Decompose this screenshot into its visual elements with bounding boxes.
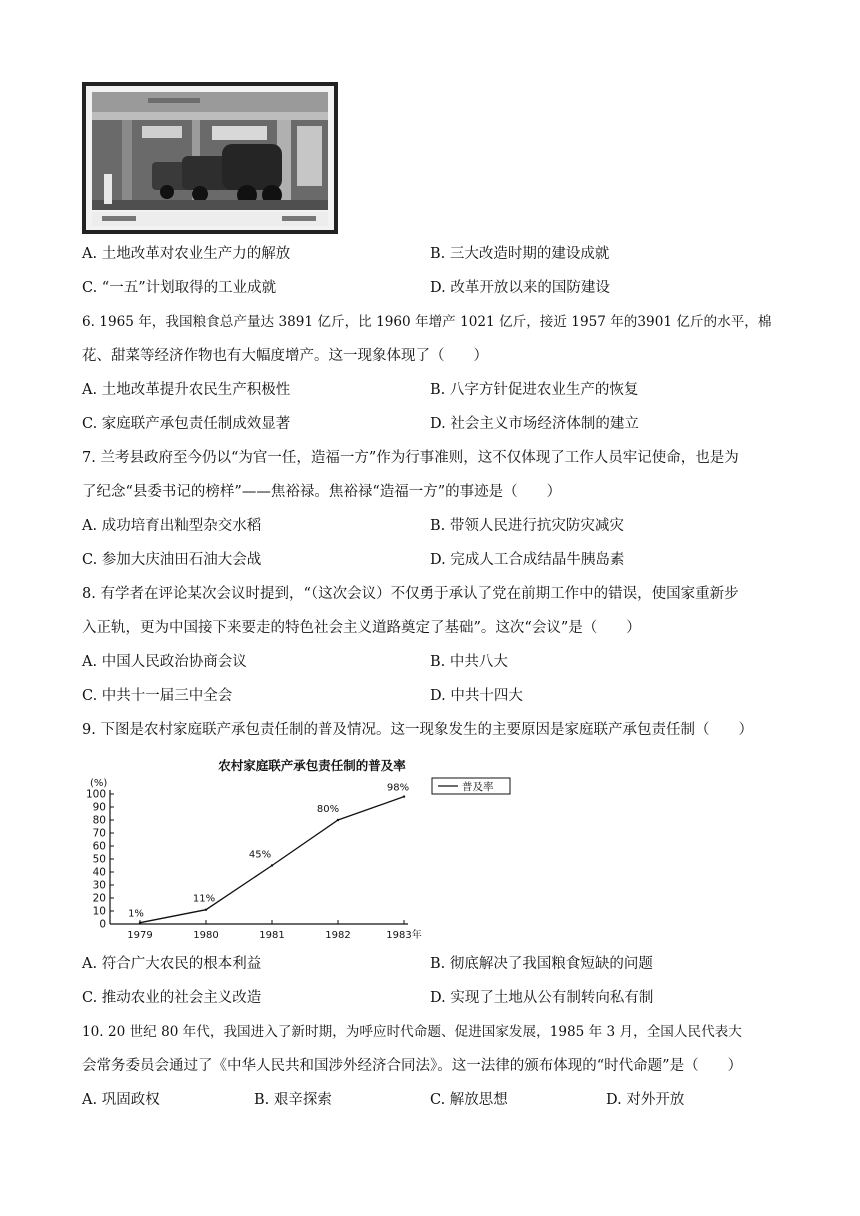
q5-option-c[interactable]	[82, 278, 276, 298]
q9-option-c[interactable]	[82, 988, 261, 1008]
q5-option-b[interactable]	[430, 244, 609, 264]
q6-stem-line1: 6. 1965 年，我国粮食总产量达 3891 亿斤，比 1960 年增产 1021 亿斤，接近 1957 年的3901 亿斤的水平，棉	[82, 314, 772, 330]
x-tick-label: 1979	[127, 930, 153, 941]
q7-option-d[interactable]	[430, 550, 624, 570]
q10-stem-line1: 10. 20 世纪 80 年代，我国进入了新时期，为呼应时代命题、促进国家发展，1985 年 3 月，全国人民代表大	[82, 1024, 742, 1040]
option-letter: C.	[430, 1092, 446, 1108]
option-text: 中共十一届三中全会	[101, 688, 233, 704]
option-letter: C.	[82, 280, 98, 296]
chart-plot	[128, 783, 409, 924]
q10-option-d[interactable]	[606, 1090, 684, 1110]
option-text: 三大改造时期的建设成就	[449, 246, 610, 262]
q8-option-c[interactable]	[82, 686, 232, 706]
option-letter: D.	[430, 688, 446, 704]
stamp-photo	[82, 82, 338, 234]
option-text: 实现了土地从公有制转向私有制	[450, 990, 654, 1006]
option-text: 家庭联产承包责任制成效显著	[101, 416, 291, 432]
q6-stem-line2: 花、甜菜等经济作物也有大幅度增产。这一现象体现了（ ）	[82, 348, 488, 364]
q9-option-b[interactable]	[430, 954, 653, 974]
option-letter: C.	[82, 552, 98, 568]
series-line-adoption	[140, 797, 404, 923]
q6-option-c[interactable]	[82, 414, 290, 434]
data-point	[205, 909, 207, 911]
option-letter: B.	[430, 382, 446, 398]
option-letter: D.	[430, 416, 446, 432]
option-text: 中共十四大	[450, 688, 523, 704]
option-letter: B.	[254, 1092, 270, 1108]
x-tick-label: 1982	[325, 930, 351, 941]
option-letter: C.	[82, 688, 98, 704]
chart-svg	[82, 752, 522, 942]
option-text: 土地改革提升农民生产积极性	[101, 382, 291, 398]
chart-legend	[432, 778, 510, 794]
y-tick-label: 10	[92, 905, 106, 918]
option-text: 彻底解决了我国粮食短缺的问题	[449, 956, 653, 972]
option-text: 巩固政权	[101, 1092, 160, 1108]
q8-option-b[interactable]	[430, 652, 508, 672]
q10-option-a[interactable]	[82, 1090, 160, 1110]
data-point	[139, 922, 141, 924]
q7-option-a[interactable]	[82, 516, 261, 536]
stamp-picture	[82, 82, 338, 234]
y-tick-label: 80	[92, 814, 106, 827]
q6-option-a[interactable]	[82, 380, 290, 400]
option-letter: A.	[82, 382, 98, 398]
q9-option-d[interactable]	[430, 988, 653, 1008]
option-text: 社会主义市场经济体制的建立	[450, 416, 639, 432]
q6-option-d[interactable]	[430, 414, 639, 434]
option-text: 对外开放	[626, 1092, 685, 1108]
option-text: 完成人工合成结晶牛胰岛素	[450, 552, 625, 568]
y-axis-label: (%)	[90, 778, 108, 789]
q7-stem-line1: 7. 兰考县政府至今仍以“为官一任，造福一方”作为行事准则，这不仅体现了工作人员牢记使命，也是为	[82, 450, 739, 466]
option-text: 解放思想	[449, 1092, 508, 1108]
option-text: 参加大庆油田石油大会战	[101, 552, 262, 568]
y-tick-label: 50	[92, 853, 106, 866]
q6-option-b[interactable]	[430, 380, 638, 400]
q8-option-d[interactable]	[430, 686, 523, 706]
legend-label: 普及率	[462, 781, 494, 793]
data-point	[403, 795, 405, 797]
option-letter: B.	[430, 246, 446, 262]
option-letter: A.	[82, 1092, 98, 1108]
option-text: 符合广大农民的根本利益	[101, 956, 262, 972]
q10-stem-line2: 会常务委员会通过了《中华人民共和国涉外经济合同法》。这一法律的颁布体现的“时代命题”是（ ）	[82, 1058, 743, 1074]
option-letter: C.	[82, 990, 98, 1006]
option-letter: D.	[430, 552, 446, 568]
q7-option-c[interactable]	[82, 550, 261, 570]
data-point	[271, 864, 273, 866]
option-letter: A.	[82, 518, 98, 534]
data-label: 80%	[316, 804, 340, 815]
data-label: 11%	[192, 893, 216, 905]
q10-option-c[interactable]	[430, 1090, 508, 1110]
q8-stem-line1: 8. 有学者在评论某次会议时提到，“（这次会议）不仅勇于承认了党在前期工作中的错误，使国家重新步	[82, 586, 739, 602]
option-letter: D.	[606, 1092, 622, 1108]
option-letter: B.	[430, 654, 446, 670]
y-tick-label: 60	[92, 840, 106, 853]
adoption-rate-chart	[82, 752, 522, 942]
option-text: 改革开放以来的国防建设	[450, 280, 610, 296]
option-text: “一五”计划取得的工业成就	[101, 280, 277, 296]
option-text: 带领人民进行抗灾防灾减灾	[449, 518, 624, 534]
q5-option-d[interactable]	[430, 278, 610, 298]
option-letter: C.	[82, 416, 98, 432]
q9-option-a[interactable]	[82, 954, 261, 974]
option-letter: A.	[82, 956, 98, 972]
option-letter: A.	[82, 654, 98, 670]
y-tick-label: 20	[92, 892, 106, 905]
x-tick-label: 1981	[259, 930, 285, 941]
y-tick-label: 90	[92, 801, 106, 814]
q7-option-b[interactable]	[430, 516, 624, 536]
option-text: 八字方针促进农业生产的恢复	[449, 382, 639, 398]
data-label: 1%	[128, 908, 144, 920]
q10-option-b[interactable]	[254, 1090, 332, 1110]
q8-stem-line2: 入正轨，更为中国接下来要走的特色社会主义道路奠定了基础”。这次“会议”是（ ）	[82, 620, 641, 636]
q8-option-a[interactable]	[82, 652, 247, 672]
y-tick-label: 100	[85, 788, 106, 801]
data-label: 45%	[248, 849, 272, 861]
option-letter: D.	[430, 990, 446, 1006]
option-letter: B.	[430, 518, 446, 534]
option-letter: A.	[82, 246, 98, 262]
q9-stem-line1: 9. 下图是农村家庭联产承包责任制的普及情况。这一现象发生的主要原因是家庭联产承包责任制（ ）	[82, 722, 753, 738]
option-text: 成功培育出籼型杂交水稻	[101, 518, 262, 534]
q5-option-a[interactable]	[82, 244, 290, 264]
option-text: 中国人民政治协商会议	[101, 654, 247, 670]
y-tick-label: 70	[92, 827, 106, 840]
q7-stem-line2: 了纪念“县委书记的榜样”——焦裕禄。焦裕禄“造福一方”的事迹是（ ）	[82, 484, 562, 500]
x-tick-label: 1980	[193, 930, 219, 941]
data-point	[337, 819, 339, 821]
option-letter: B.	[430, 956, 446, 972]
option-text: 艰辛探索	[273, 1092, 332, 1108]
option-text: 土地改革对农业生产力的解放	[101, 246, 291, 262]
option-text: 中共八大	[449, 654, 508, 670]
y-tick-label: 40	[92, 866, 106, 879]
chart-title: 农村家庭联产承包责任制的普及率	[218, 758, 406, 773]
data-label: 98%	[386, 782, 410, 794]
y-tick-label: 30	[92, 879, 106, 892]
x-tick-label: 1983年	[386, 930, 422, 941]
y-tick-label: 0	[99, 918, 106, 931]
option-letter: D.	[430, 280, 446, 296]
option-text: 推动农业的社会主义改造	[101, 990, 262, 1006]
